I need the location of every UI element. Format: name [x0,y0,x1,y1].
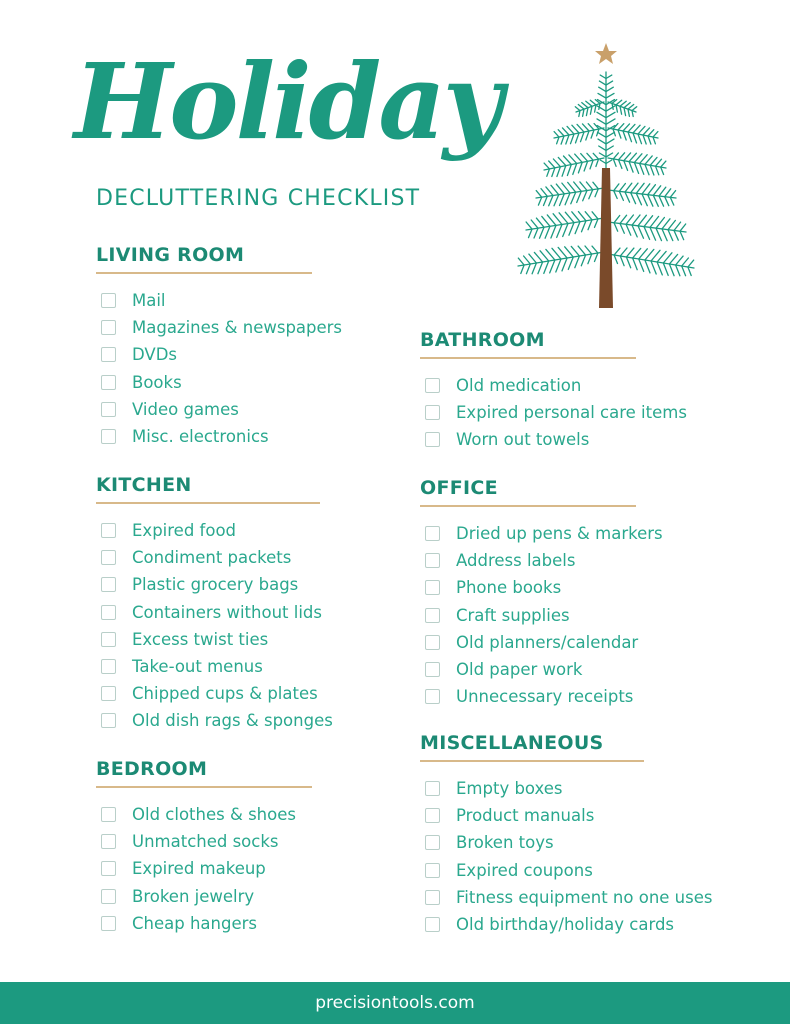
checklist-item-office[interactable] [420,602,636,629]
checklist-item-label: Worn out towels [456,430,590,450]
checkbox[interactable] [101,632,116,647]
checklist-item-label: Expired makeup [132,859,266,879]
checklist-item-label: Magazines & newspapers [132,318,343,338]
checklist-item-label: Old medication [456,376,582,396]
checklist-item-label: Fitness equipment no one uses [456,887,713,907]
checklist-item-living-room[interactable] [96,423,312,450]
checklist-item-office[interactable] [420,574,636,601]
checkbox[interactable] [101,402,116,417]
checkbox[interactable] [425,553,440,568]
checklist-item-miscellaneous[interactable] [420,802,644,829]
footer-website: precisiontools.com [315,993,475,1013]
checklist-item-office[interactable] [420,629,639,656]
checklist-item-bedroom[interactable] [96,855,312,882]
checkbox[interactable] [101,523,116,538]
checklist-item-label: Old birthday/holiday cards [456,915,675,935]
checklist-item-living-room[interactable] [96,396,312,423]
checklist-item-label: Expired food [132,521,237,541]
checkbox[interactable] [425,580,440,595]
checklist-item-label: Plastic grocery bags [132,575,299,595]
checklist-item-bedroom[interactable] [96,828,312,855]
checklist-item-miscellaneous[interactable] [420,857,644,884]
checklist-item-label: Empty boxes [456,779,563,799]
christmas-tree-illustration [506,40,706,310]
checklist-item-label: Old planners/calendar [456,632,639,652]
checklist-item-label: Old dish rags & sponges [132,711,333,731]
checklist-item-label: Craft supplies [456,605,570,625]
section-divider [96,786,312,788]
checklist-item-office[interactable] [420,656,636,683]
checkbox[interactable] [425,890,440,905]
checkbox[interactable] [101,320,116,335]
checklist-item-kitchen[interactable] [96,626,320,653]
checklist-item-label: Cheap hangers [132,913,257,933]
section-bedroom [96,756,312,937]
checklist-item-label: Take-out menus [132,657,263,677]
checklist-item-label: Condiment packets [132,548,292,568]
checklist-item-office[interactable] [420,520,663,547]
checkbox[interactable] [101,429,116,444]
checklist-item-label: Old clothes & shoes [132,805,296,825]
checklist-item-kitchen[interactable] [96,517,320,544]
checklist-item-label: Broken toys [456,833,554,853]
section-living-room [96,242,343,450]
section-divider [420,505,636,507]
checklist-item-bathroom[interactable] [420,372,636,399]
checklist-item-label: Video games [132,399,239,419]
checkbox[interactable] [101,293,116,308]
checkbox[interactable] [425,917,440,932]
section-divider [96,502,320,504]
checklist-item-living-room[interactable] [96,314,343,341]
checklist-item-label: Excess twist ties [132,629,269,649]
checkbox[interactable] [425,781,440,796]
checklist-item-office[interactable] [420,547,636,574]
checkbox[interactable] [101,686,116,701]
section-title-kitchen: KITCHEN [96,474,192,496]
checkbox[interactable] [425,635,440,650]
checklist-item-label: Product manuals [456,806,595,826]
checklist-item-label: Unnecessary receipts [456,687,634,707]
checklist-item-living-room[interactable] [96,369,312,396]
checklist-item-label: Address labels [456,551,576,571]
checklist-item-bathroom[interactable] [420,399,687,426]
checkbox[interactable] [425,689,440,704]
checklist-item-miscellaneous[interactable] [420,884,713,911]
checkbox[interactable] [101,834,116,849]
checklist-item-label: Phone books [456,578,562,598]
checklist-item-label: Expired personal care items [456,403,687,423]
checkbox[interactable] [425,608,440,623]
checkbox[interactable] [101,861,116,876]
section-divider [420,760,644,762]
checkbox[interactable] [425,808,440,823]
checklist-item-miscellaneous[interactable] [420,829,644,856]
section-title-bathroom: BATHROOM [420,329,545,351]
checklist-item-miscellaneous[interactable] [420,775,644,802]
checkbox[interactable] [425,378,440,393]
section-divider [420,357,636,359]
checklist-item-kitchen[interactable] [96,571,320,598]
checklist-item-label: Misc. electronics [132,427,269,447]
section-title-miscellaneous: MISCELLANEOUS [420,732,604,754]
checkbox[interactable] [101,916,116,931]
checkbox[interactable] [425,405,440,420]
checklist-item-kitchen[interactable] [96,707,333,734]
checklist-item-label: Chipped cups & plates [132,684,318,704]
checklist-item-bathroom[interactable] [420,426,636,453]
checklist-item-label: Books [132,372,182,392]
star-icon [595,43,617,64]
checklist-item-kitchen[interactable] [96,653,320,680]
checkbox[interactable] [101,807,116,822]
checklist-item-kitchen[interactable] [96,544,320,571]
checkbox[interactable] [101,605,116,620]
section-divider [96,272,312,274]
checkbox[interactable] [425,526,440,541]
page-subtitle: DECLUTTERING CHECKLIST [96,186,421,211]
checkbox[interactable] [425,432,440,447]
checkbox[interactable] [425,863,440,878]
section-kitchen [96,472,333,735]
checklist-item-kitchen[interactable] [96,680,320,707]
checklist-item-label: Unmatched socks [132,832,279,852]
checklist-item-miscellaneous[interactable] [420,911,675,938]
checklist-item-bedroom[interactable] [96,883,312,910]
checkbox[interactable] [101,347,116,362]
checklist-item-living-room[interactable] [96,341,312,368]
checklist-item-label: Broken jewelry [132,886,255,906]
checkbox[interactable] [101,659,116,674]
checklist-item-label: Expired coupons [456,860,593,880]
section-title-bedroom: BEDROOM [96,758,208,780]
checkbox[interactable] [101,550,116,565]
checkbox[interactable] [101,889,116,904]
section-title-living-room: LIVING ROOM [96,244,245,266]
checkbox[interactable] [101,713,116,728]
checklist-item-living-room[interactable] [96,287,312,314]
checklist-item-label: Mail [132,291,166,311]
section-office [420,475,663,710]
checkbox[interactable] [101,375,116,390]
checklist-item-bedroom[interactable] [96,910,312,937]
checklist-item-label: Old paper work [456,660,583,680]
checklist-item-bedroom[interactable] [96,801,312,828]
section-title-office: OFFICE [420,477,498,499]
checkbox[interactable] [101,577,116,592]
section-miscellaneous [420,730,713,938]
footer-bar [0,982,790,1024]
checklist-item-label: Dried up pens & markers [456,524,663,544]
section-bathroom [420,327,687,454]
checklist-item-label: DVDs [132,345,178,365]
checkbox[interactable] [425,835,440,850]
checklist-item-office[interactable] [420,683,636,710]
checklist-item-label: Containers without lids [132,602,322,622]
page-title: Holiday [74,40,501,163]
checkbox[interactable] [425,662,440,677]
checklist-item-kitchen[interactable] [96,599,320,626]
